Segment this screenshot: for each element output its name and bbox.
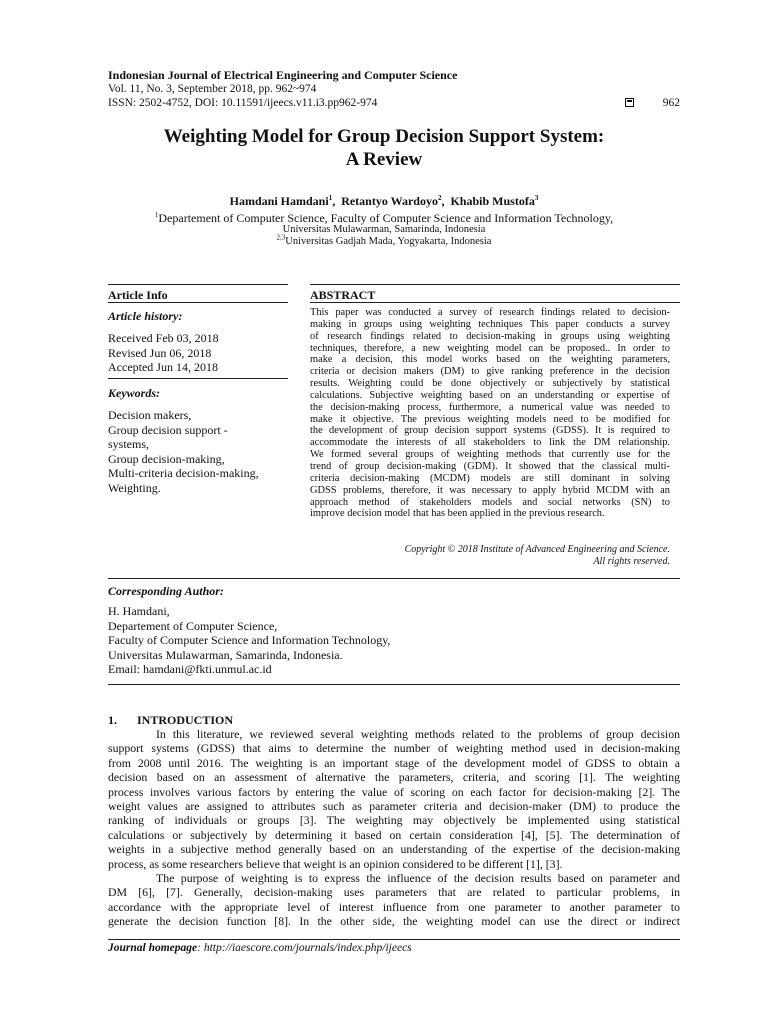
square-bullet-icon bbox=[625, 98, 634, 107]
body-line: accordance with the appropriate level of interest influence from one parameter to another parameter to bbox=[108, 899, 680, 914]
body-line: decision based on an assessment of alternative the parameters, criteria, and scoring [1]. The weighting bbox=[108, 770, 680, 785]
volume-info: Vol. 11, No. 3, September 2018, pp. 962~974 bbox=[108, 83, 317, 95]
keyword: Weighting. bbox=[108, 480, 161, 495]
footer-rule bbox=[108, 939, 680, 940]
title-line-1: Weighting Model for Group Decision Support System: bbox=[163, 126, 605, 147]
received-date: Received Feb 03, 2018 bbox=[108, 331, 219, 345]
abstract-line: making in groups using weighting techniques This paper conducts a survey bbox=[310, 318, 670, 330]
keyword: Decision makers, bbox=[108, 408, 192, 422]
journal-homepage-footer bbox=[108, 942, 412, 954]
abstract-line: accommodate the interests of all stakeholders to link the DM relationship. bbox=[310, 437, 670, 449]
body-line: calculations or subjectively by determining it based on certain consideration [4], [5]. The determination of bbox=[108, 827, 680, 842]
affiliation-1-university: Universitas Mulawarman, Samarinda, Indonesia bbox=[282, 224, 486, 235]
author-faculty: Faculty of Computer Science and Information Technology, bbox=[108, 633, 391, 648]
abstract-line: calculations. Subjective weighting based on an understanding or expertise of bbox=[310, 389, 670, 401]
history-bottom-rule bbox=[108, 378, 288, 379]
section-bottom-rule bbox=[108, 578, 680, 579]
article-info-heading: Article Info bbox=[108, 288, 168, 302]
abstract-line: approach method of stakeholders models and social networks (SN) to bbox=[310, 496, 670, 508]
running-header bbox=[108, 68, 680, 110]
body-line: weights in a subjective method generally based on an understanding of the expertise of the decision-making bbox=[108, 842, 680, 857]
page-number: 962 bbox=[662, 97, 680, 109]
abstract-line: results. Weighting could be done objectively or subjectively by statistical bbox=[310, 378, 670, 390]
title-line-2: A Review bbox=[345, 149, 423, 170]
abstract-body bbox=[310, 307, 670, 520]
body-line: support systems (GDSS) that aims to determine the number of weighting method used in decision-making bbox=[108, 741, 680, 756]
author-1: Hamdani Hamdani bbox=[229, 194, 329, 208]
body-line: from 2008 until 2016. The weighting is an important stage of the development model of GDSS to obtain a bbox=[108, 755, 680, 770]
abstract-heading: ABSTRACT bbox=[310, 288, 376, 302]
corresponding-bottom-rule bbox=[108, 684, 680, 685]
keyword: Group decision support - bbox=[108, 422, 228, 437]
keywords-heading: Keywords: bbox=[108, 386, 160, 400]
abstract-line: techniques, therefore, a new weighting model can be proposed.. In order to bbox=[310, 342, 670, 354]
abstract-line: the development of group decision support systems (GDSS). It is required to bbox=[310, 425, 670, 437]
abstract-line: trend of group decision-making (GDM). It showed that the classical multi- bbox=[310, 460, 670, 472]
abstract-line: of research findings related to decision-making in groups using weighting bbox=[310, 330, 670, 342]
author-list: Hamdani Hamdani$^1$, Retantyo Wardoyo$^2$, Khabib Mustofa$^3$ bbox=[229, 194, 539, 208]
accepted-date: Accepted Jun 14, 2018 bbox=[108, 360, 218, 375]
section-heading-introduction: 1. INTRODUCTION bbox=[108, 713, 234, 727]
body-line: process involves various factors by entering the value of scoring on each factor for decision-making [2]. The bbox=[108, 784, 680, 799]
abstract-line: criteria or decision makers (DM) to give ranking preference in the decision bbox=[310, 366, 670, 378]
body-line: DM [6], [7]. Generally, decision-making uses parameters that are related to particular problems, in bbox=[108, 885, 680, 900]
footer-url[interactable]: : http://iaescore.com/journals/index.php/ijeecs bbox=[197, 942, 412, 954]
body-line: process, as some researchers believe that weight is an opinion considered to be different [1], [3]. bbox=[108, 856, 563, 871]
body-line: weight values are assigned to attributes such as parameter criteria and decision-maker (DM) to produce the bbox=[108, 799, 680, 814]
paper-title bbox=[100, 125, 668, 171]
abstract-line: GDSS problems, therefore, it was necessary to apply hybrid MCDM with an bbox=[310, 484, 670, 496]
body-line: The purpose of weighting is to express the influence of the decision results based on parameter and bbox=[156, 871, 680, 886]
body-line: In this literature, we reviewed several weighting methods related to the problems of group decision bbox=[156, 727, 680, 741]
revised-date: Revised Jun 06, 2018 bbox=[108, 345, 212, 360]
abstract-line: make a decision, this model works based on the weighting parameters, bbox=[310, 354, 670, 366]
footer-label: Journal homepage bbox=[108, 942, 198, 954]
author-email: Email: hamdani@fkti.unmul.ac.id bbox=[108, 662, 272, 677]
author-name: H. Hamdani, bbox=[108, 604, 170, 618]
keyword: Group decision-making, bbox=[108, 451, 225, 466]
article-history bbox=[108, 331, 219, 375]
affiliation-1: $^1$Departement of Computer Science, Faculty of Computer Science and Information Technology, bbox=[154, 211, 614, 225]
author-university: Universitas Mulawarman, Samarinda, Indonesia. bbox=[108, 647, 343, 662]
abstract-line: make it objective. The previous weighting models need to be modified for bbox=[310, 413, 670, 425]
introduction-body bbox=[108, 727, 680, 929]
abstract-line: improve decision model that has been applied in the previous research. bbox=[310, 508, 605, 520]
body-line: generate the decision function [8]. In the other side, the weighting model can use the direct or indirect bbox=[108, 914, 680, 929]
abstract-line: the decision-making process, furthermore, a numerical value was needed to bbox=[310, 401, 670, 413]
corresponding-author-details bbox=[108, 604, 390, 677]
info-top-rule bbox=[108, 284, 288, 285]
article-history-heading: Article history: bbox=[108, 309, 183, 323]
journal-name: Indonesian Journal of Electrical Engineering and Computer Science bbox=[108, 68, 458, 82]
keyword: systems, bbox=[108, 437, 150, 452]
keywords-list bbox=[108, 408, 259, 496]
copyright-notice: Copyright © 2018 Institute of Advanced Engineering and Science. All rights reserved. bbox=[404, 544, 670, 567]
author-3: Khabib Mustofa bbox=[450, 194, 535, 208]
affiliation-2: $^{2,3}$Universitas Gadjah Mada, Yogyakarta, Indonesia bbox=[276, 233, 492, 247]
issn-doi: ISSN: 2502-4752, DOI: 10.11591/ijeecs.v11.i3.pp962-974 bbox=[108, 97, 378, 109]
author-department: Departement of Computer Science, bbox=[108, 618, 278, 633]
keyword: Multi-criteria decision-making, bbox=[108, 466, 259, 481]
abstract-top-rule bbox=[310, 284, 680, 285]
abstract-line: We formed several groups of weighting methods that currently use for the bbox=[310, 449, 670, 461]
abstract-line: This paper was conducted a survey of research findings related to decision- bbox=[310, 307, 670, 318]
author-2: Retantyo Wardoyo bbox=[341, 194, 438, 208]
corresponding-author-heading: Corresponding Author: bbox=[108, 584, 224, 598]
abstract-line: criteria decision-making (MCDM) models are still dominant in solving bbox=[310, 472, 670, 484]
body-line: ranking of individuals or groups [3]. The weighting may objectively be implemented using statistical bbox=[108, 813, 680, 828]
